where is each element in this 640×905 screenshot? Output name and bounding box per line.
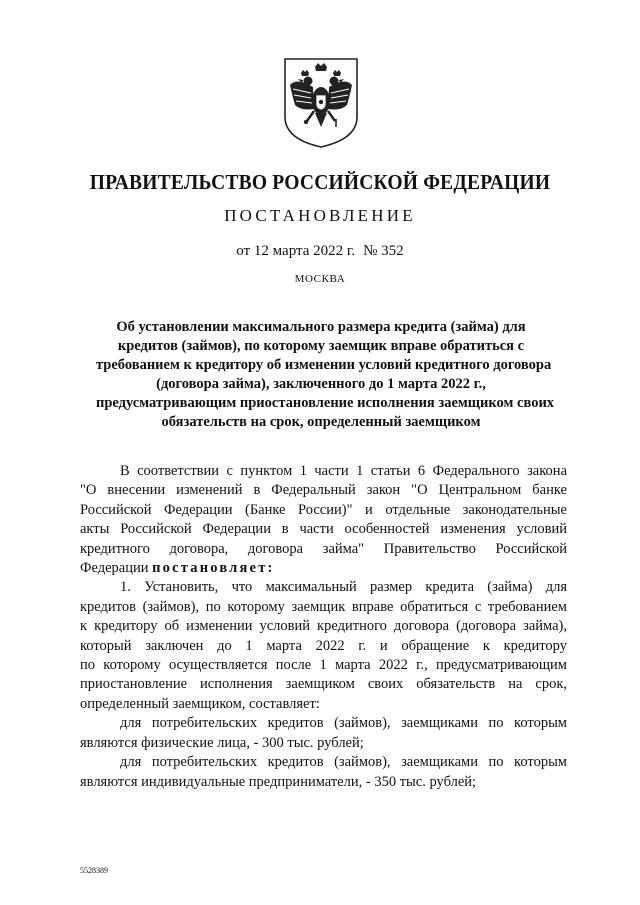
body-line: акты Российской Федерации в части особенностей изменения условий	[80, 521, 567, 538]
body-line: "О внесении изменений в Федеральный закон "О Центральном банке	[80, 482, 567, 499]
heading-line: кредитов (займов), по которому заемщик вправе обратиться с	[117, 338, 525, 354]
document-body	[80, 462, 567, 792]
heading-line: Об установлении максимального размера кредита (займа) для	[116, 319, 526, 335]
document-date: от 12 марта 2022 г.	[236, 243, 356, 259]
document-date-line	[0, 243, 640, 260]
heading-line: требованием к кредитору об изменении условий кредитного договора	[96, 357, 552, 373]
body-line: кредитного договора, договора займа" Правительство Российской	[80, 540, 567, 557]
body-line: являются физические лица, - 300 тыс. рублей;	[80, 734, 364, 751]
heading-line: обязательств на срок, определенный заемщиком	[161, 414, 481, 430]
body-line: определенный заемщиком, составляет:	[80, 695, 320, 712]
body-line: к кредитору об изменении условий кредитного договора (договора займа),	[80, 618, 567, 635]
double-headed-eagle-icon	[281, 55, 361, 150]
body-line: для потребительских кредитов (займов), заемщиками по которым	[120, 715, 567, 732]
decree-word: постановляет:	[152, 560, 275, 577]
body-line: являются индивидуальные предприниматели, - 350 тыс. рублей;	[80, 773, 477, 790]
document-number: № 352	[363, 243, 404, 259]
body-line: кредитов (займов), по которому заемщик вправе обратиться с требованием	[80, 598, 567, 615]
document-heading	[96, 318, 555, 432]
organization-title: ПРАВИТЕЛЬСТВО РОССИЙСКОЙ ФЕДЕРАЦИИ	[89, 170, 551, 194]
body-line: для потребительских кредитов (займов), заемщиками по которым	[120, 754, 567, 771]
body-line: по которому осуществляется после 1 марта 2022 г., предусматривающим	[80, 657, 567, 674]
heading-line: предусматривающим приостановление исполнения заемщиком своих	[96, 395, 555, 411]
document-type: ПОСТАНОВЛЕНИЕ	[224, 206, 416, 225]
state-emblem	[281, 55, 361, 150]
body-line: Российской Федерации (Банке России)" и отдельные законодательные	[80, 501, 567, 518]
body-text: Федерации	[80, 560, 153, 577]
body-line	[80, 559, 567, 578]
document-city: МОСКВА	[294, 273, 346, 285]
heading-line: (договора займа), заключенного до 1 марта 2022 г.,	[156, 376, 486, 392]
document-code: 5528389	[80, 866, 108, 875]
body-line: который заключен до 1 марта 2022 г. и обращение к кредитору	[80, 637, 567, 654]
body-line: 1. Установить, что максимальный размер кредита (займа) для	[120, 579, 567, 596]
body-line: приостановление исполнения заемщиком своих обязательств на срок,	[80, 676, 567, 693]
body-line: В соответствии с пунктом 1 части 1 статьи 6 Федерального закона	[120, 463, 567, 479]
